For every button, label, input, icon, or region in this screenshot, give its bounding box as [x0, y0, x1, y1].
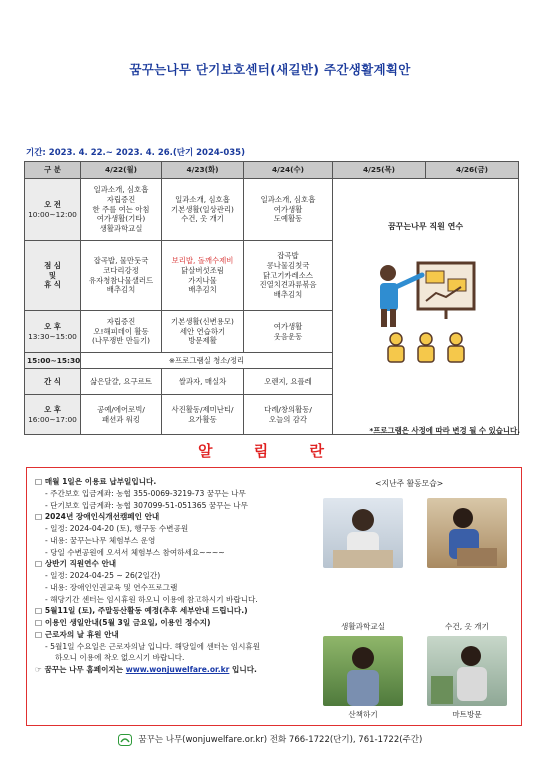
- cell-line: 생활과학교실: [99, 224, 143, 234]
- cell-line: 한 주를 여는 아침: [92, 204, 150, 214]
- cell-line: 일과소개, 심호흡: [175, 194, 230, 204]
- row-label-afternoon2: [25, 395, 81, 435]
- notice-item-detail: 하오니 이용에 착오 없으시기 바랍니다.: [55, 653, 185, 663]
- homepage-line: [35, 664, 320, 676]
- photo-caption: 수건, 옷 개기: [445, 622, 489, 631]
- table-cell: [244, 241, 333, 311]
- photo-caption: 마트방문: [452, 710, 482, 719]
- cell-line: 세안 연습하기: [179, 326, 226, 336]
- cell-line: 잡곡밥, 물만둣국: [93, 255, 149, 265]
- cell-line: 공예/에어로빅/: [97, 404, 145, 414]
- cell-line: 배추김치: [188, 285, 217, 295]
- cell-line: 코다리강정: [103, 265, 139, 275]
- photo-caption: 산책하기: [348, 710, 378, 719]
- row-label-morning: [25, 179, 81, 241]
- notice-item-heading: □ 2024년 장애인식개선캠페인 안내: [35, 512, 160, 522]
- table-cell: [81, 179, 162, 241]
- row-label-afternoon: [25, 311, 81, 353]
- activity-photo: [323, 636, 403, 706]
- cell-line: 웃음운동: [273, 331, 303, 341]
- cell-line: 배추김치: [273, 290, 303, 300]
- row-label-lunch: [25, 241, 81, 311]
- cell-line: 진열치견과류볶음: [259, 280, 317, 290]
- notice-item-detail: - 주간보호 입금계좌: 농협 355-0069-3219-73 꿈꾸는 나무: [45, 488, 246, 498]
- table-header-cell: 4/24(수): [244, 162, 333, 179]
- activity-photo: [427, 636, 507, 706]
- table-cell: 쌀과자, 매실차: [162, 369, 244, 395]
- period-text: 기간: 2023. 4. 22.~ 2023. 4. 26.(단기 2024-035): [26, 148, 245, 158]
- notice-heading: 알 림 란: [198, 442, 342, 460]
- table-cell: 삶은달걀, 요구르트: [81, 369, 162, 395]
- table-header-cell: 4/22(월): [81, 162, 162, 179]
- row-time: 13:30~15:00: [28, 331, 77, 341]
- table-cell: 오렌지, 요플레: [244, 369, 333, 395]
- homepage-suffix: 입니다.: [232, 665, 257, 675]
- table-cell: [162, 241, 244, 311]
- row-label-text: 오 전: [44, 199, 61, 209]
- table-header-cell: 구 분: [25, 162, 81, 179]
- cell-line: 닭살버섯조림: [181, 265, 224, 275]
- row-label-text: 및: [48, 270, 57, 280]
- homepage-link[interactable]: www.wonjuwelfare.or.kr: [125, 665, 230, 675]
- cell-line: 사진활동/제미난티/: [171, 404, 234, 414]
- row-label-snack: 간 식: [25, 369, 81, 395]
- cell-line: 가지나물: [188, 275, 217, 285]
- cell-line: 잡곡밥: [277, 250, 299, 260]
- cell-line: 도예활동: [273, 214, 303, 224]
- notice-item-heading: □ 매월 1일은 이용료 납부일입니다.: [35, 477, 157, 486]
- row-time: 10:00~12:00: [28, 209, 77, 219]
- cleanup-cell: ※프로그램실 청소/정리: [81, 353, 333, 369]
- table-cell: [244, 311, 333, 353]
- cell-line: 방문제활: [188, 336, 217, 346]
- footer-text: 꿈꾸는 나무(wonjuwelfare.or.kr) 전화 766-1722(단기), 761-1722(주간): [138, 735, 423, 745]
- cell-line: 오늘의 감각: [268, 414, 308, 424]
- cell-line-highlight: 보리밥, 돌깨수제비: [171, 255, 234, 265]
- notice-list: [35, 476, 320, 676]
- staff-training-title: 꿈꾸는나무 직원 연수: [387, 222, 464, 231]
- cell-line: 자립증진: [106, 316, 136, 326]
- cell-line: 유자청참나물샐러드: [88, 275, 154, 285]
- footer: [0, 733, 540, 746]
- notice-item-heading: □ 5월11일 (토), 주말등산활동 예정(추후 세부안내 드립니다.): [35, 606, 248, 616]
- gallery-title: <지난주 활동모습>: [375, 479, 444, 488]
- tree-logo-icon: [118, 734, 132, 746]
- cell-line: 다례/창의활동/: [264, 404, 312, 414]
- schedule-table: [24, 161, 519, 435]
- cell-line: 여가생활(기타): [96, 214, 146, 224]
- cell-line: 요가활동: [188, 414, 217, 424]
- cell-line: 오!해피데이 활동: [93, 326, 149, 336]
- table-header-cell: 4/23(화): [162, 162, 244, 179]
- cell-line: 콩나물김칫국: [266, 260, 310, 270]
- row-label-cleanup: 15:00~15:30: [25, 353, 81, 369]
- notice-item-detail: - 당일 수변공원에 오셔서 체험부스 참여하세요~~~~: [45, 547, 225, 557]
- notice-item-heading: □ 이용인 생일안내(5월 3일 금요일, 이용인 정수지): [35, 618, 211, 628]
- table-cell: [162, 179, 244, 241]
- row-label-text: 오 후: [44, 404, 61, 414]
- presentation-illustration: [366, 249, 486, 369]
- table-cell: [244, 179, 333, 241]
- cell-line: 여가생활: [273, 204, 303, 214]
- cell-line: (나무쟁반 만들기): [91, 336, 151, 346]
- notice-item-detail: - 내용: 꿈꾸는나무 체험부스 운영: [45, 535, 156, 545]
- cell-line: 패션과 워킹: [101, 414, 141, 424]
- cell-line: 수건, 옷 개기: [181, 214, 224, 224]
- notice-item-detail: - 일정: 2024-04-20 (토), 행구동 수변공원: [45, 524, 189, 534]
- staff-training-cell: [333, 179, 519, 435]
- table-cell: [244, 395, 333, 435]
- table-header-cell: 4/25(목): [333, 162, 426, 179]
- cell-line: 여가생활: [273, 321, 303, 331]
- table-header-row: [25, 162, 519, 179]
- row-label-text: 오 후: [44, 321, 61, 331]
- notice-item-detail: - 내용: 장애인인권교육 및 연수프로그램: [45, 582, 178, 592]
- cell-line: 배추김치: [106, 285, 136, 295]
- activity-photo: [323, 498, 403, 568]
- page-title: 꿈꾸는나무 단기보호센터(새길반) 주간생활계획안: [129, 62, 411, 77]
- cell-line: 기본생활(일상관리): [171, 204, 234, 214]
- table-cell: [162, 395, 244, 435]
- activity-photo: [427, 498, 507, 568]
- notice-box: [26, 467, 522, 726]
- row-label-text: 점 심: [44, 260, 61, 270]
- cell-line: 일과소개, 심호흡: [260, 194, 316, 204]
- table-cell: [81, 241, 162, 311]
- table-cell: [81, 311, 162, 353]
- cell-line: 기본생활(신변용모): [171, 316, 234, 326]
- table-cell: [162, 311, 244, 353]
- table-cell: [81, 395, 162, 435]
- notice-item-heading: □ 상반기 직원연수 안내: [35, 559, 117, 569]
- notice-item-detail: - 5월1일 수요일은 근로자의날 입니다. 해당일에 센터는 임시휴원: [45, 641, 261, 651]
- homepage-prefix: ☞ 꿈꾸는 나무 홈페이지는: [35, 665, 124, 675]
- change-note: *프로그램은 사정에 따라 변경 될 수 있습니다.: [369, 426, 520, 435]
- table-header-cell: 4/26(금): [426, 162, 519, 179]
- photo-caption: 생활과학교실: [340, 622, 385, 631]
- cell-line: 닭고기카레소스: [263, 270, 313, 280]
- notice-item-detail: - 단기보호 입금계좌: 농협 307099-51-051365 꿈꾸는 나무: [45, 500, 248, 510]
- table-row: [25, 179, 519, 241]
- notice-item-heading: □ 근로자의 날 휴원 안내: [35, 629, 119, 639]
- cell-line: 자립증진: [106, 194, 136, 204]
- cell-line: 일과소개, 심호흡: [93, 184, 149, 194]
- row-label-text: 휴 식: [44, 280, 61, 290]
- row-time: 16:00~17:00: [28, 414, 77, 424]
- notice-item-detail: - 해당기간 센터는 임시휴원 하오니 이용에 참고하시기 바랍니다.: [45, 594, 258, 604]
- notice-item-detail: - 일정: 2024-04-25 ~ 26(2일간): [45, 571, 161, 581]
